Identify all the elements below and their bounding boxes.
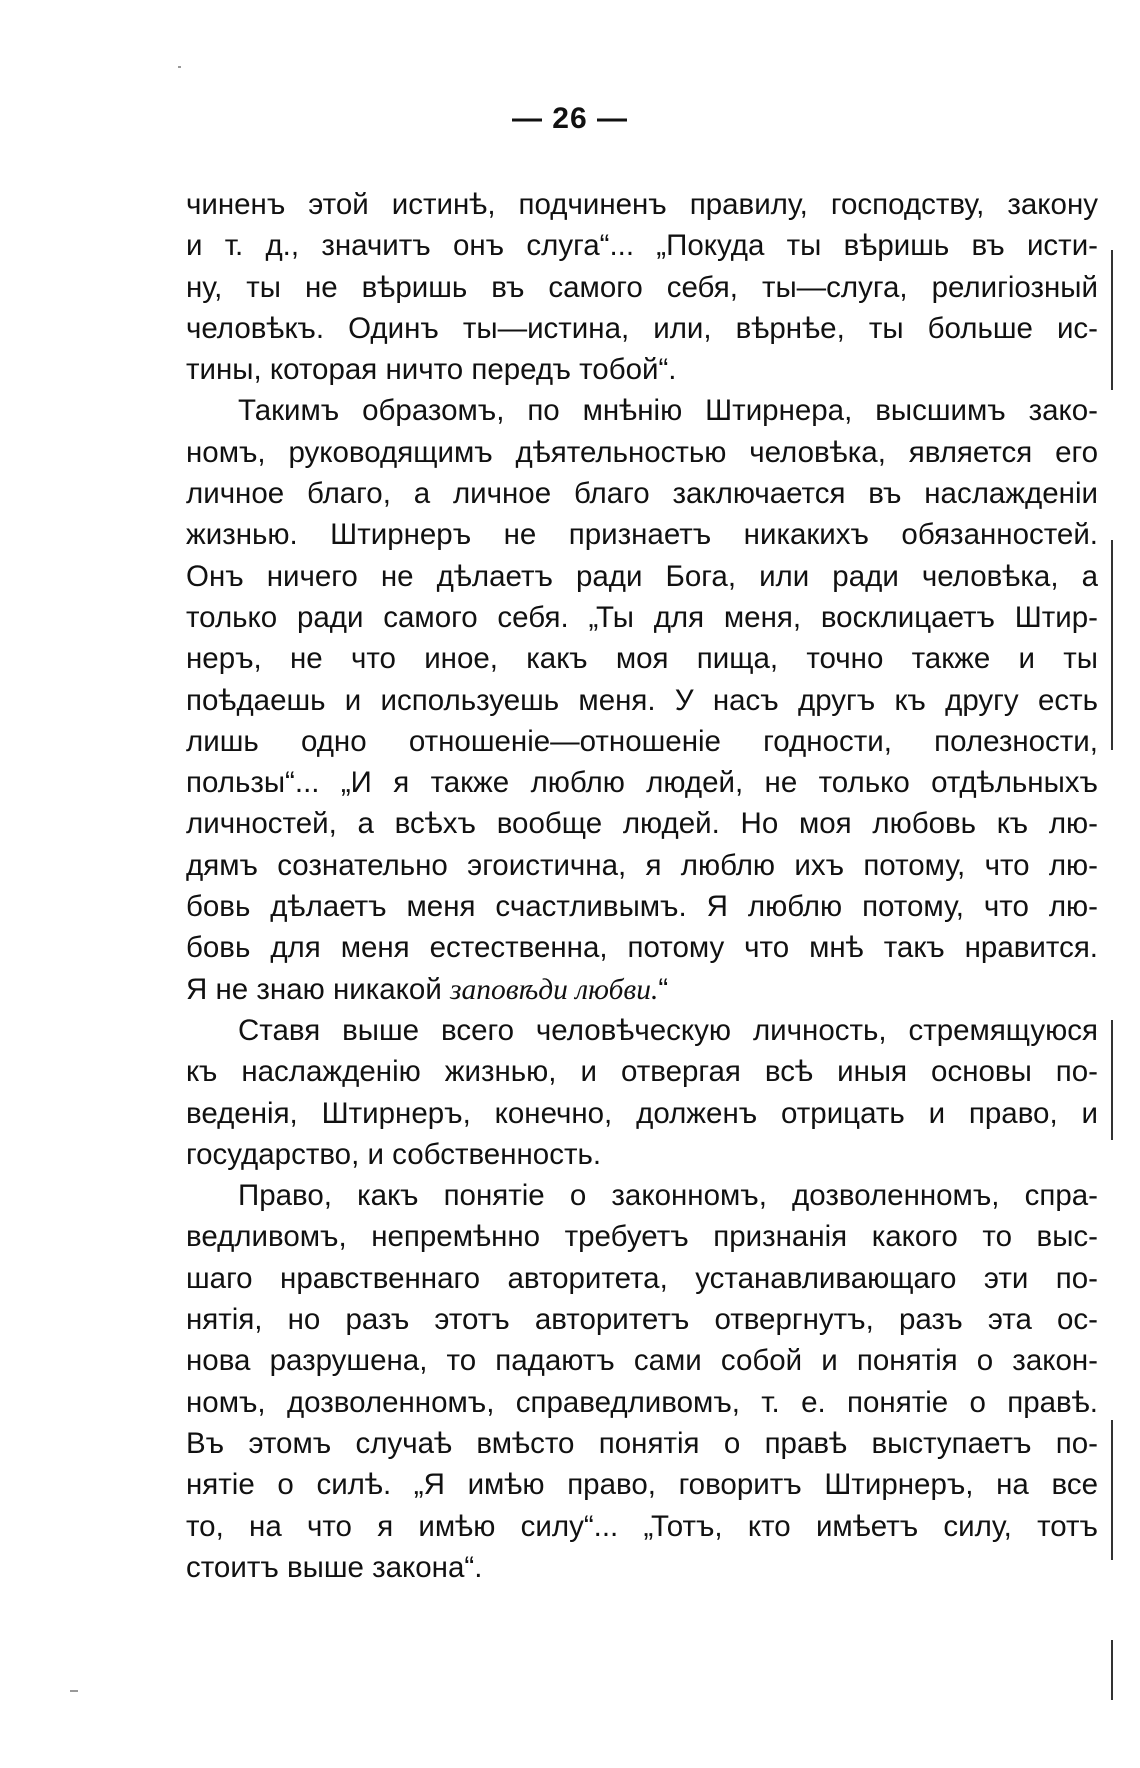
text-line: государство, и собственность. — [186, 1137, 602, 1171]
text-line: поѣдаешь и используешь меня. У насъ другъ къ другу есть — [186, 683, 1098, 717]
text-line — [186, 969, 1098, 1010]
body-text — [186, 184, 1098, 1588]
text-line: бовь дѣлаетъ меня счастливымъ. Я люблю потому, что лю- — [186, 890, 1098, 924]
scan-speck — [70, 1690, 78, 1692]
text-line: то, на что я имѣю силу“... „Тотъ, кто имѣетъ силу, тотъ — [186, 1509, 1098, 1543]
text-line: номъ, руководящимъ дѣятельностью человѣка, является его — [186, 435, 1098, 469]
text-line: нова разрушена, то падаютъ сами собой и понятія о закон- — [186, 1344, 1098, 1378]
text-line: къ наслажденію жизнью, и отвергая всѣ иныя основы по- — [186, 1055, 1098, 1089]
page-edge-line — [1111, 1420, 1113, 1560]
paragraph-start-line: Ставя выше всего человѣческую личность, стремящуюся — [238, 1013, 1098, 1047]
text-line: Въ этомъ случаѣ вмѣсто понятія о правѣ выступаетъ по- — [186, 1426, 1098, 1460]
text-line: ну, ты не вѣришь въ самого себя, ты—слуга, религіозный — [186, 270, 1098, 304]
paragraph-start-line: Право, какъ понятіе о законномъ, дозволенномъ, спра- — [238, 1179, 1098, 1213]
closing-quote: “ — [658, 972, 669, 1006]
text-line: веденія, Штирнеръ, конечно, долженъ отрицать и право, и — [186, 1096, 1098, 1130]
text-line: личностей, а всѣхъ вообще людей. Но моя любовь къ лю- — [186, 807, 1098, 841]
paragraph-start-line: Такимъ образомъ, по мнѣнію Штирнера, высшимъ зако- — [238, 394, 1098, 428]
text-line: жизнью. Штирнеръ не признаетъ никакихъ обязанностей. — [186, 518, 1098, 552]
text-line: дямъ сознательно эгоистична, я люблю ихъ потому, что лю- — [186, 848, 1098, 882]
text-line: пользы“... „И я также люблю людей, не только отдѣльныхъ — [186, 766, 1098, 800]
italic-phrase: заповѣди любви. — [450, 973, 659, 1006]
page-edge-line — [1111, 1020, 1113, 1140]
text-line: личное благо, а личное благо заключается въ наслажденіи — [186, 477, 1098, 511]
page-edge-line — [1111, 250, 1113, 390]
text-span: Я не знаю никакой — [186, 972, 450, 1006]
text-line: нятія, но разъ этотъ авторитетъ отвергнутъ, разъ эта ос- — [186, 1303, 1098, 1337]
text-line: шаго нравственнаго авторитета, устанавливающаго эти по- — [186, 1261, 1098, 1295]
text-line: только ради самого себя. „Ты для меня, восклицаетъ Штир- — [186, 600, 1098, 634]
text-line: тины, которая ничто передъ тобой“. — [186, 353, 677, 387]
text-line: номъ, дозволенномъ, справедливомъ, т. е. понятіе о правѣ. — [186, 1385, 1098, 1419]
text-line: чиненъ этой истинѣ, подчиненъ правилу, господству, закону — [186, 188, 1098, 221]
text-line: Онъ ничего не дѣлаетъ ради Бога, или ради человѣка, а — [186, 559, 1098, 593]
page-edge-line — [1111, 1640, 1113, 1700]
text-line: бовь для меня естественна, потому что мнѣ такъ нравится. — [186, 931, 1098, 965]
text-line: лишь одно отношеніе—отношеніе годности, полезности, — [186, 724, 1098, 758]
text-line: стоитъ выше закона“. — [186, 1550, 483, 1584]
text-line: человѣкъ. Одинъ ты—истина, или, вѣрнѣе, ты больше ис- — [186, 311, 1098, 345]
text-line: ведливомъ, непремѣнно требуетъ признанія какого то выс- — [186, 1220, 1098, 1254]
page-number: — 26 — — [511, 102, 629, 135]
page-edge-line — [1111, 540, 1113, 750]
scan-speck — [178, 66, 181, 68]
text-line: неръ, не что иное, какъ моя пища, точно также и ты — [186, 642, 1098, 676]
text-line: и т. д., значитъ онъ слуга“... „Покуда ты вѣришь въ исти- — [186, 229, 1098, 263]
text-line: нятіе о силѣ. „Я имѣю право, говоритъ Штирнеръ, на все — [186, 1468, 1098, 1502]
